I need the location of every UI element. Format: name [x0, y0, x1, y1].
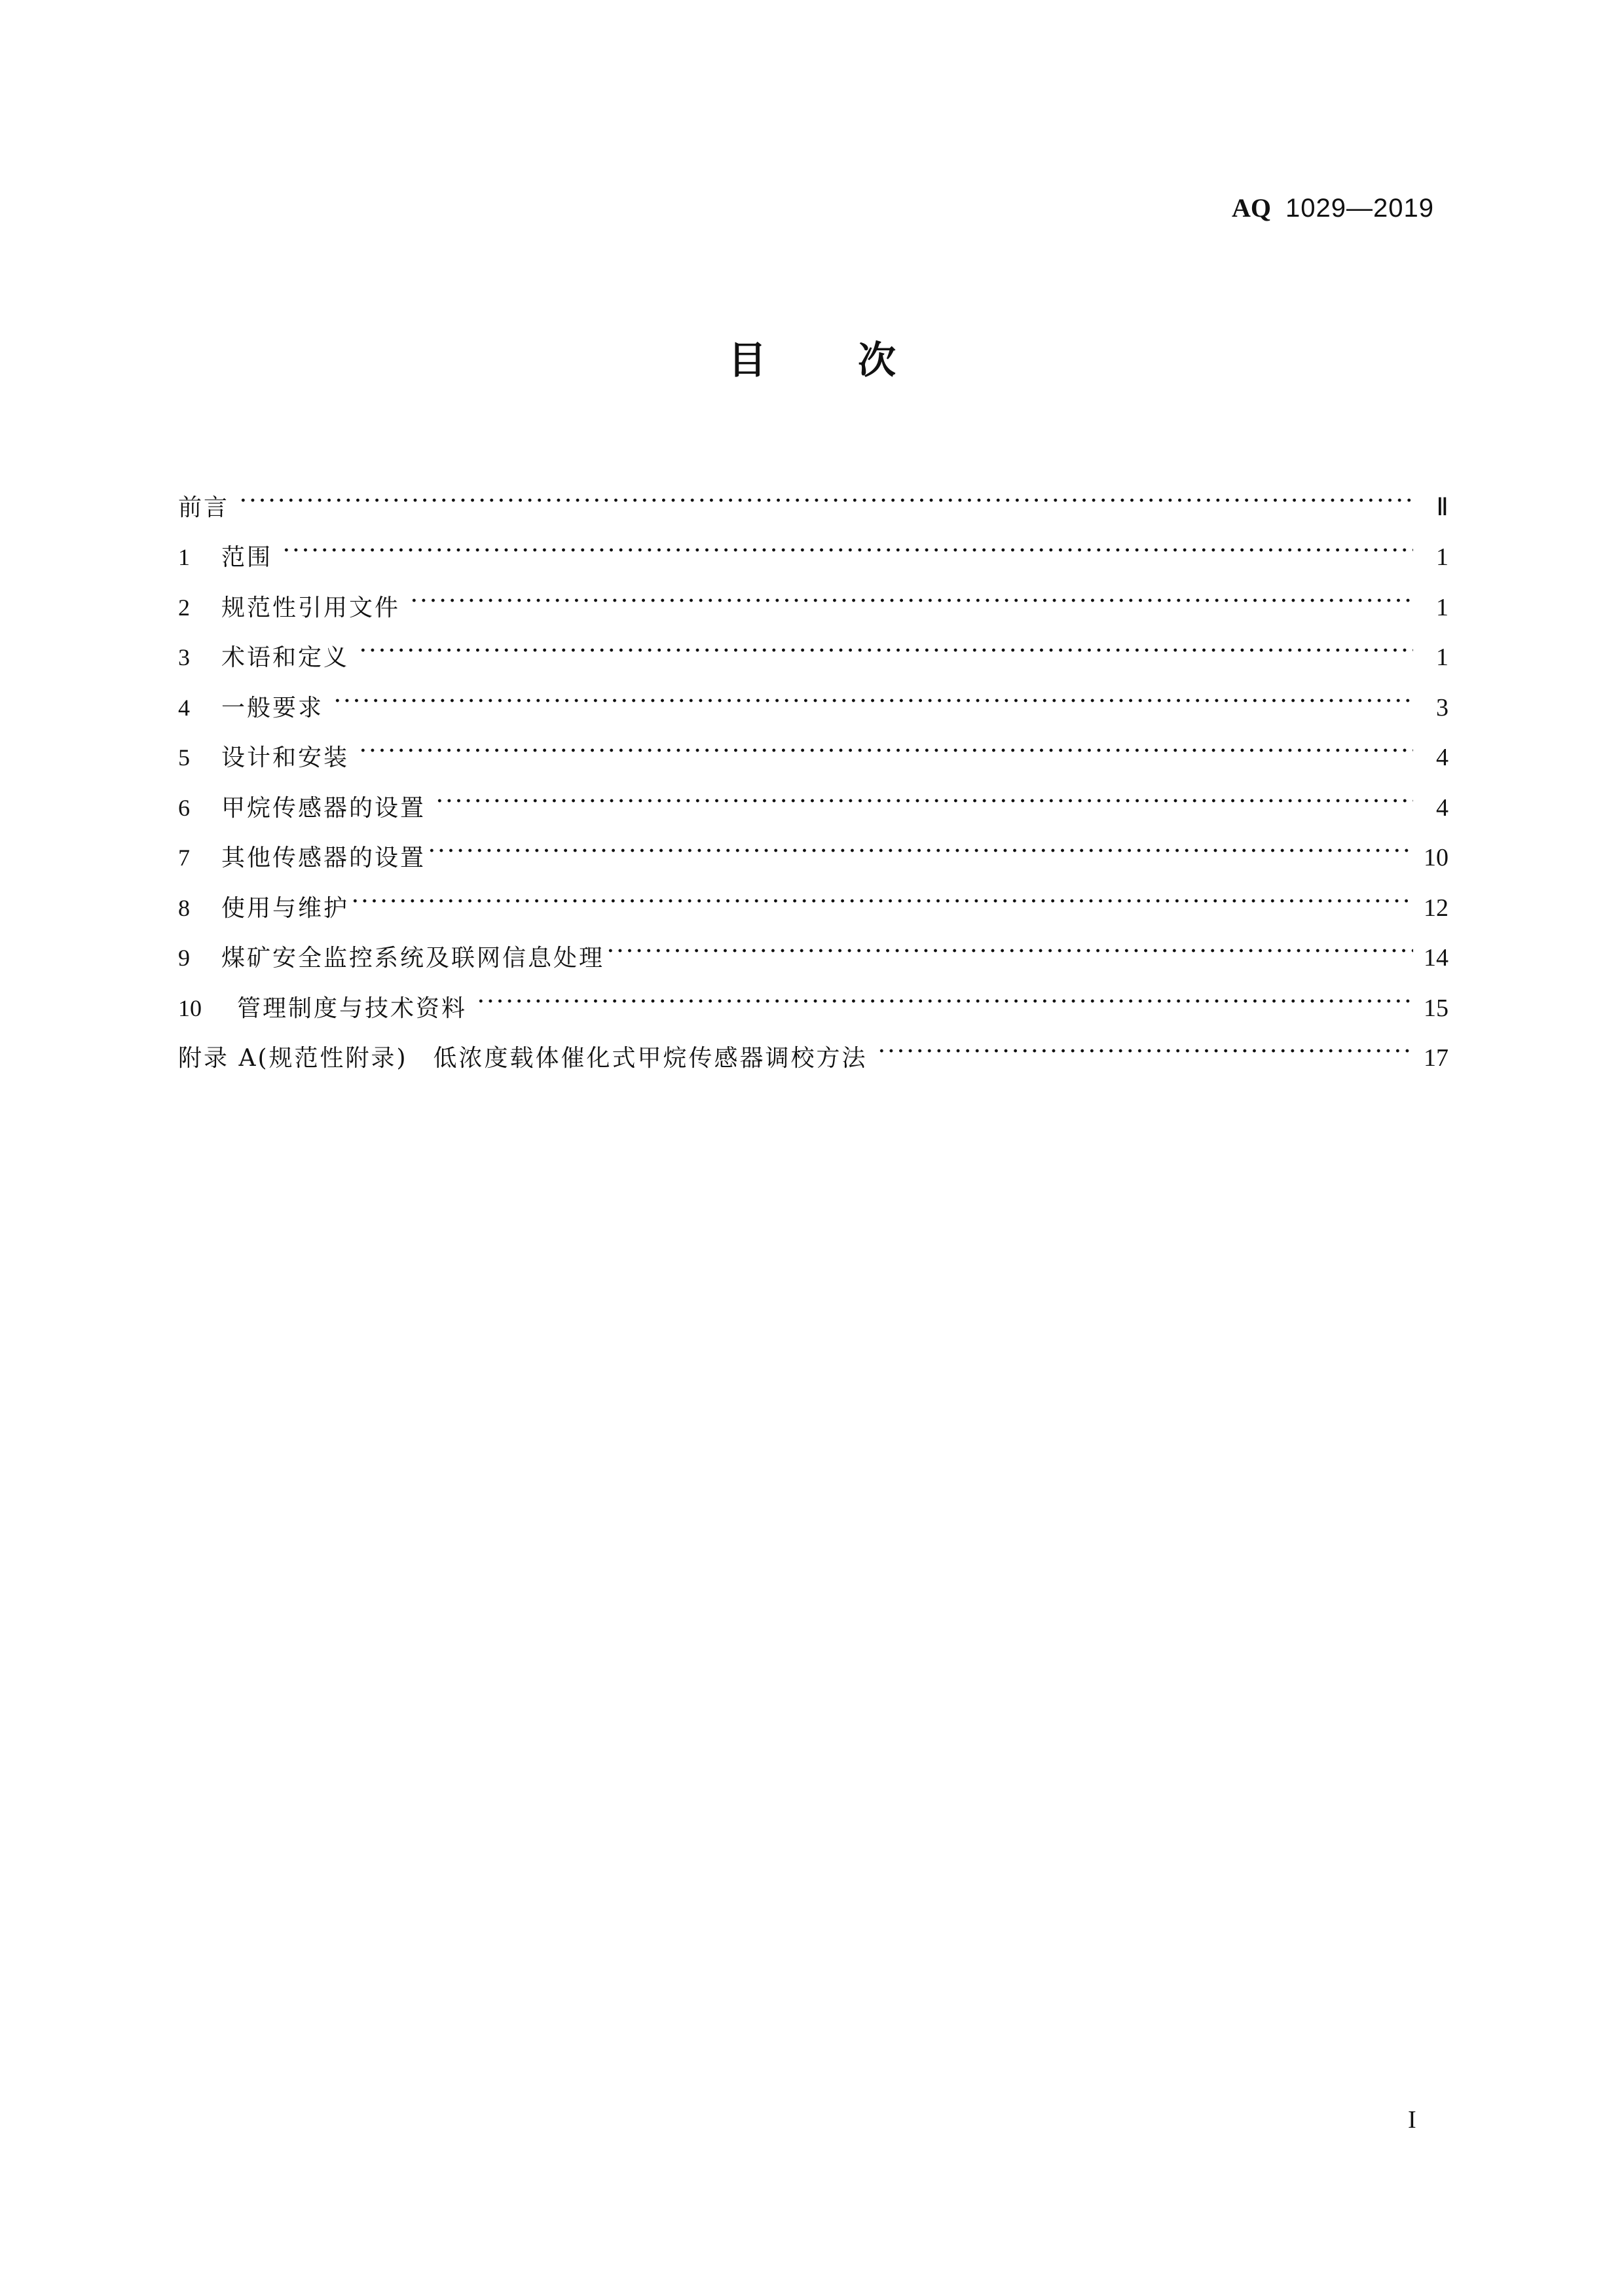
dot-leader [333, 665, 1413, 716]
toc-entry-label: 煤矿安全监控系统及联网信息处理 [221, 945, 605, 972]
dot-leader [282, 515, 1413, 566]
title-char-1: 目 [728, 338, 766, 382]
toc-entry-1[interactable] [178, 515, 1449, 571]
toc-entry-page: 1 [1436, 593, 1449, 621]
toc-entry-label: 甲烷传感器的设置 [221, 794, 426, 822]
toc-entry-number: 8 [178, 894, 190, 921]
toc-entry-number: 1 [178, 544, 190, 570]
toc-entry-label: 使用与维护 [221, 894, 350, 922]
dot-leader [350, 866, 1413, 916]
toc-entry-label: 规范性引用文件 [221, 594, 401, 621]
toc-entry-label: 其他传感器的设置 [221, 845, 426, 871]
toc-entry-number: 7 [178, 845, 190, 871]
toc-entry-page: 14 [1424, 944, 1449, 972]
dot-leader [427, 816, 1413, 866]
page-number: I [1408, 2106, 1416, 2134]
toc-entry-page: 12 [1424, 894, 1449, 922]
dot-leader [435, 765, 1413, 816]
toc-entry-number: 10 [178, 994, 202, 1021]
standard-number: 1029—2019 [1285, 194, 1434, 223]
toc-entry-foreword[interactable] [178, 465, 1449, 521]
toc-entry-page: 1 [1436, 543, 1449, 571]
dot-leader [358, 716, 1413, 766]
standard-prefix: AQ [1232, 193, 1272, 223]
toc-entry-page: 3 [1436, 693, 1449, 721]
standard-code [1232, 190, 1434, 227]
toc-entry-page: 15 [1424, 994, 1449, 1022]
dot-leader [358, 615, 1413, 666]
table-of-contents [178, 465, 1449, 1072]
toc-entry-number: 9 [178, 945, 190, 971]
toc-entry-5[interactable] [178, 716, 1449, 771]
dot-leader [476, 966, 1413, 1016]
toc-entry-6[interactable] [178, 765, 1449, 822]
toc-entry-number: 3 [178, 644, 190, 670]
toc-entry-label: 术语和定义 [221, 644, 350, 671]
toc-entry-2[interactable] [178, 565, 1449, 621]
toc-entry-page: Ⅱ [1436, 493, 1449, 521]
toc-entry-page: 4 [1436, 793, 1449, 822]
toc-entry-page: 17 [1424, 1044, 1449, 1072]
toc-entry-number: 2 [178, 594, 190, 621]
toc-entry-label: 一般要求 [221, 694, 324, 721]
dot-leader [238, 465, 1413, 515]
toc-entry-9[interactable] [178, 916, 1449, 972]
toc-entry-8[interactable] [178, 866, 1449, 922]
toc-entry-label: 附录 A(规范性附录) 低浓度载体催化式甲烷传感器调校方法 [178, 1045, 868, 1072]
toc-entry-number: 5 [178, 744, 190, 771]
dot-leader [606, 916, 1413, 966]
toc-entry-number: 6 [178, 794, 190, 821]
toc-entry-page: 10 [1424, 844, 1449, 871]
toc-entry-label: 设计和安装 [221, 744, 350, 771]
toc-entry-4[interactable] [178, 665, 1449, 721]
toc-entry-label: 管理制度与技术资料 [237, 994, 468, 1022]
toc-entry-number: 4 [178, 694, 190, 721]
page-title [0, 334, 1624, 386]
dot-leader [409, 565, 1413, 615]
title-char-2: 次 [858, 338, 896, 382]
toc-entry-page: 4 [1436, 744, 1449, 771]
toc-entry-label: 范围 [221, 544, 273, 571]
dot-leader [877, 1016, 1413, 1066]
toc-entry-label: 前言 [178, 494, 230, 521]
toc-entry-3[interactable] [178, 615, 1449, 671]
toc-entry-page: 1 [1436, 644, 1449, 671]
